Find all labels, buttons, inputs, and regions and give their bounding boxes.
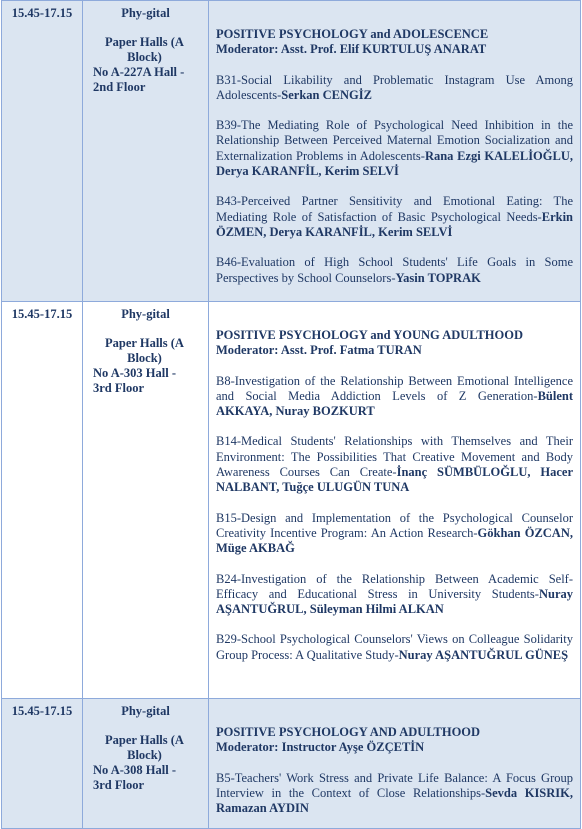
talk-item <box>216 434 573 495</box>
session-time: 15.45-17.15 <box>2 1 83 302</box>
talk-authors: Serkan CENGİZ <box>281 87 372 102</box>
talk-item <box>216 255 573 286</box>
hall-line: No A-308 Hall - <box>93 763 176 777</box>
talk-text: B39-The Mediating Role of Psychological Need Inhibition in the Relationship Between Perceived Maternal Emotion Socialization and Externalization Problems in Adolescents- <box>216 118 573 163</box>
session-type: Phy-gital <box>121 704 170 718</box>
hall-line: Block) <box>127 748 162 762</box>
session-room <box>83 1 209 302</box>
talk-item <box>216 194 573 240</box>
talk-text: B14-Medical Students' Relationships with Themselves and Their Environment: The Possibilities That Creative Movement and Body Awareness Courses Can Create- <box>216 434 573 480</box>
talk-authors: Nuray AŞANTUĞRUL GÜNEŞ <box>398 647 569 662</box>
session-time: 15.45-17.15 <box>2 302 83 699</box>
session-hall <box>87 733 204 793</box>
session-row <box>2 302 581 699</box>
talk-authors: Sevda KISRIK, Ramazan AYDIN <box>216 785 574 816</box>
talk-authors: Rana Ezgi KALELİOĞLU, Derya KARANFİL, Kerim SELVİ <box>216 148 573 179</box>
hall-line: 3rd Floor <box>93 778 145 792</box>
talk-item <box>216 374 573 420</box>
session-room <box>83 699 209 829</box>
session-type: Phy-gital <box>121 6 170 20</box>
talk-authors: İnanç SÜMBÜLOĞLU, Hacer NALBANT, Tuğçe ULUGÜN TUNA <box>216 465 573 495</box>
talk-item <box>216 632 573 663</box>
talk-text: B24-Investigation of the Relationship Between Academic Self-Efficacy and Educational Stress in University Students- <box>216 571 573 601</box>
talk-text: B8-Investigation of the Relationship Between Emotional Intelligence and Social Media Addiction Levels of Z Generation- <box>216 373 573 403</box>
talk-item <box>216 73 573 104</box>
hall-line: 3rd Floor <box>93 381 145 395</box>
talk-item <box>216 572 573 618</box>
hall-line: Block) <box>127 50 162 64</box>
session-hall <box>87 336 204 396</box>
session-row <box>2 1 581 302</box>
talk-text: B5-Teachers' Work Stress and Private Life Balance: A Focus Group Interview in the Context of Close Relationships- <box>216 770 573 800</box>
talk-item <box>216 771 573 817</box>
session-moderator: Moderator: Asst. Prof. Elif KURTULUŞ ANARAT <box>216 42 487 57</box>
session-time: 15.45-17.15 <box>2 699 83 829</box>
session-type: Phy-gital <box>121 307 170 321</box>
hall-line: 2nd Floor <box>93 80 146 94</box>
hall-line: No A-303 Hall - <box>93 366 176 380</box>
session-moderator: Moderator: Asst. Prof. Fatma TURAN <box>216 343 422 358</box>
talk-authors: Nuray AŞANTUĞRUL, Süleyman Hilmi ALKAN <box>216 586 573 617</box>
hall-line: Paper Halls (A <box>105 733 184 747</box>
talk-item <box>216 511 573 557</box>
session-moderator: Moderator: Instructor Ayşe ÖZÇETİN <box>216 740 425 755</box>
hall-line: Paper Halls (A <box>105 35 184 49</box>
talk-authors: Bülent AKKAYA, Nuray BOZKURT <box>216 388 573 419</box>
talk-item <box>216 118 573 179</box>
talk-text: B29-School Psychological Counselors' Views on Colleague Solidarity Group Process: A Qualitative Study- <box>216 632 573 662</box>
session-title: POSITIVE PSYCHOLOGY and ADOLESCENCE <box>216 27 489 41</box>
session-room <box>83 302 209 699</box>
talk-authors: Erkin ÖZMEN, Derya KARANFİL, Kerim SELVİ <box>216 209 573 239</box>
session-hall <box>87 35 204 95</box>
session-content <box>209 699 581 829</box>
session-title: POSITIVE PSYCHOLOGY and YOUNG ADULTHOOD <box>216 328 524 342</box>
talk-authors: Gökhan ÖZCAN, Müge AKBAĞ <box>216 525 573 556</box>
hall-line: Block) <box>127 351 162 365</box>
schedule-table <box>1 0 581 829</box>
session-content <box>209 302 581 699</box>
talk-text: B31-Social Likability and Problematic Instagram Use Among Adolescents- <box>216 72 573 102</box>
hall-line: No A-227A Hall - <box>93 65 185 79</box>
talk-text: B15-Design and Implementation of the Psychological Counselor Creativity Incentive Program: An Action Research- <box>216 510 573 540</box>
session-row <box>2 699 581 829</box>
hall-line: Paper Halls (A <box>105 336 184 350</box>
talk-authors: Yasin TOPRAK <box>395 270 481 285</box>
talk-text: B46-Evaluation of High School Students' Life Goals in Some Perspectives by School Counselors- <box>216 255 573 285</box>
session-content <box>209 1 581 302</box>
session-title: POSITIVE PSYCHOLOGY AND ADULTHOOD <box>216 725 481 739</box>
talk-text: B43-Perceived Partner Sensitivity and Emotional Eating: The Mediating Role of Satisfaction of Basic Psychological Needs- <box>216 194 573 224</box>
